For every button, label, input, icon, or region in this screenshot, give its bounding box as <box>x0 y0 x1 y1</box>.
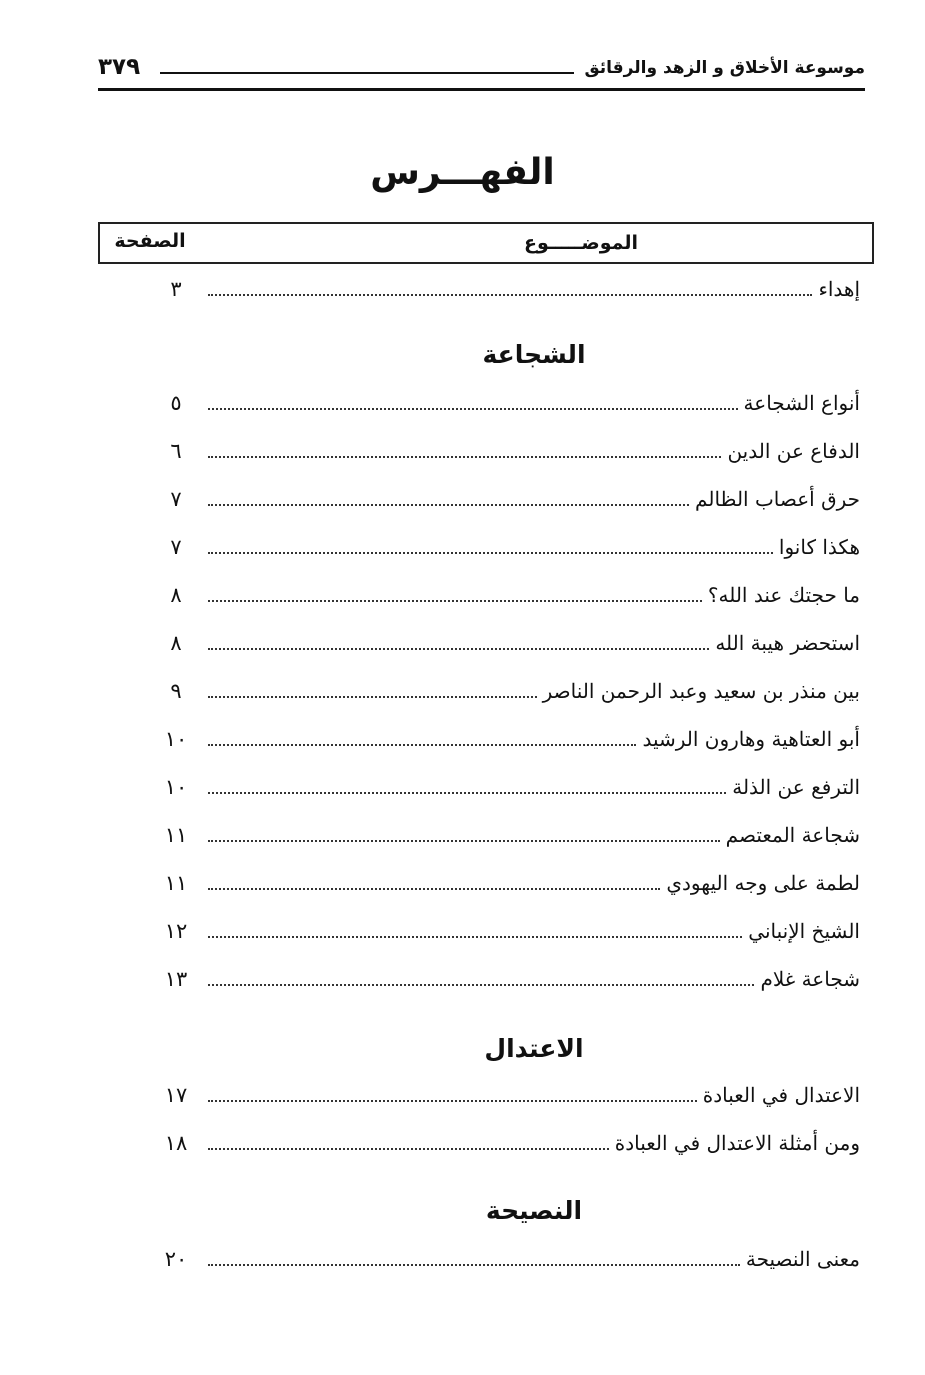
toc-entry-title: حرق أعصاب الظالم <box>695 487 860 511</box>
toc-entry-title: الاعتدال في العبادة <box>702 1083 860 1107</box>
leader-dots <box>208 1148 609 1150</box>
toc-entry[interactable] <box>150 816 860 850</box>
toc-entry-title: أبو العتاهية وهارون الرشيد <box>642 727 860 751</box>
toc-entry[interactable] <box>150 528 860 562</box>
leader-dots <box>208 696 537 698</box>
toc-entry-page: ١٠ <box>164 727 188 751</box>
toc-entry[interactable] <box>150 384 860 418</box>
toc-entry-page: ٧ <box>170 487 182 511</box>
toc-entry-page: ٩ <box>170 679 182 703</box>
toc-entry-title: لطمة على وجه اليهودي <box>666 871 860 895</box>
leader-dots <box>208 408 738 410</box>
toc-entry-title: أنواع الشجاعة <box>743 391 860 415</box>
toc-entry-title: إهداء <box>818 277 860 301</box>
toc-entry-title: معنى النصيحة <box>745 1247 860 1271</box>
subject-column-header: الموضـــــوع <box>523 232 639 254</box>
toc-entry[interactable] <box>150 768 860 802</box>
toc-entry-page: ١١ <box>164 871 188 895</box>
leader-dots <box>208 294 812 296</box>
page-title: الفهـــرس <box>370 152 555 193</box>
toc-entry-page: ٨ <box>170 583 182 607</box>
table-header <box>98 222 874 264</box>
toc-entry-page: ١٢ <box>164 919 188 943</box>
toc-entry-page: ١٣ <box>164 967 188 991</box>
toc-entry[interactable] <box>150 1124 860 1158</box>
leader-dots <box>208 744 636 746</box>
toc-entry[interactable] <box>150 270 860 304</box>
toc-entry[interactable] <box>150 912 860 946</box>
leader-dots <box>208 1264 740 1266</box>
toc-entry-page: ٢٠ <box>164 1247 188 1271</box>
toc-entry-page: ٥ <box>170 391 182 415</box>
toc-entry-title: بين منذر بن سعيد وعبد الرحمن الناصر <box>542 679 860 703</box>
running-header <box>98 52 865 91</box>
leader-dots <box>208 1100 697 1102</box>
toc-entry-title: شجاعة غلام <box>760 967 860 991</box>
leader-dots <box>208 504 689 506</box>
toc-entry-page: ١٠ <box>164 775 188 799</box>
toc-entry[interactable] <box>150 960 860 994</box>
page-number: ٣٧٩ <box>98 54 146 80</box>
leader-dots <box>208 600 702 602</box>
toc-entry-title: الشيخ الإنباني <box>748 919 860 943</box>
toc-entry[interactable] <box>150 576 860 610</box>
page-column-header: الصفحة <box>114 230 186 252</box>
toc-entry-title: ومن أمثلة الاعتدال في العبادة <box>614 1131 860 1155</box>
toc-entry-title: هكذا كانوا <box>778 535 860 559</box>
section-heading: النصيحة <box>485 1196 583 1225</box>
toc-entry[interactable] <box>150 1240 860 1274</box>
leader-dots <box>208 936 742 938</box>
toc-entry[interactable] <box>150 720 860 754</box>
toc-entry-page: ١١ <box>164 823 188 847</box>
toc-entry-page: ١٧ <box>164 1083 188 1107</box>
header-rule <box>160 72 635 74</box>
toc-entry-title: الترفع عن الذلة <box>732 775 860 799</box>
toc-entry-page: ٧ <box>170 535 182 559</box>
leader-dots <box>208 648 709 650</box>
book-title: موسوعة الأخلاق و الزهد والرقائق <box>574 58 865 78</box>
toc-entry[interactable] <box>150 864 860 898</box>
toc-entry-title: الدفاع عن الدين <box>727 439 860 463</box>
toc-entry-page: ١٨ <box>164 1131 188 1155</box>
leader-dots <box>208 792 726 794</box>
leader-dots <box>208 552 773 554</box>
toc-entry-page: ٣ <box>170 277 182 301</box>
toc-entry[interactable] <box>150 672 860 706</box>
toc-entry[interactable] <box>150 624 860 658</box>
toc-entry[interactable] <box>150 480 860 514</box>
leader-dots <box>208 984 754 986</box>
toc-entry-title: ما حجتك عند الله؟ <box>707 583 860 607</box>
leader-dots <box>208 456 721 458</box>
toc-entry[interactable] <box>150 1076 860 1110</box>
section-heading: الاعتدال <box>484 1034 584 1063</box>
toc-entry-page: ٨ <box>170 631 182 655</box>
leader-dots <box>208 840 720 842</box>
leader-dots <box>208 888 660 890</box>
toc-entry-page: ٦ <box>170 439 182 463</box>
toc-entry[interactable] <box>150 432 860 466</box>
section-heading: الشجاعة <box>482 340 586 369</box>
toc-entry-title: شجاعة المعتصم <box>725 823 860 847</box>
toc-entry-title: استحضر هيبة الله <box>715 631 860 655</box>
